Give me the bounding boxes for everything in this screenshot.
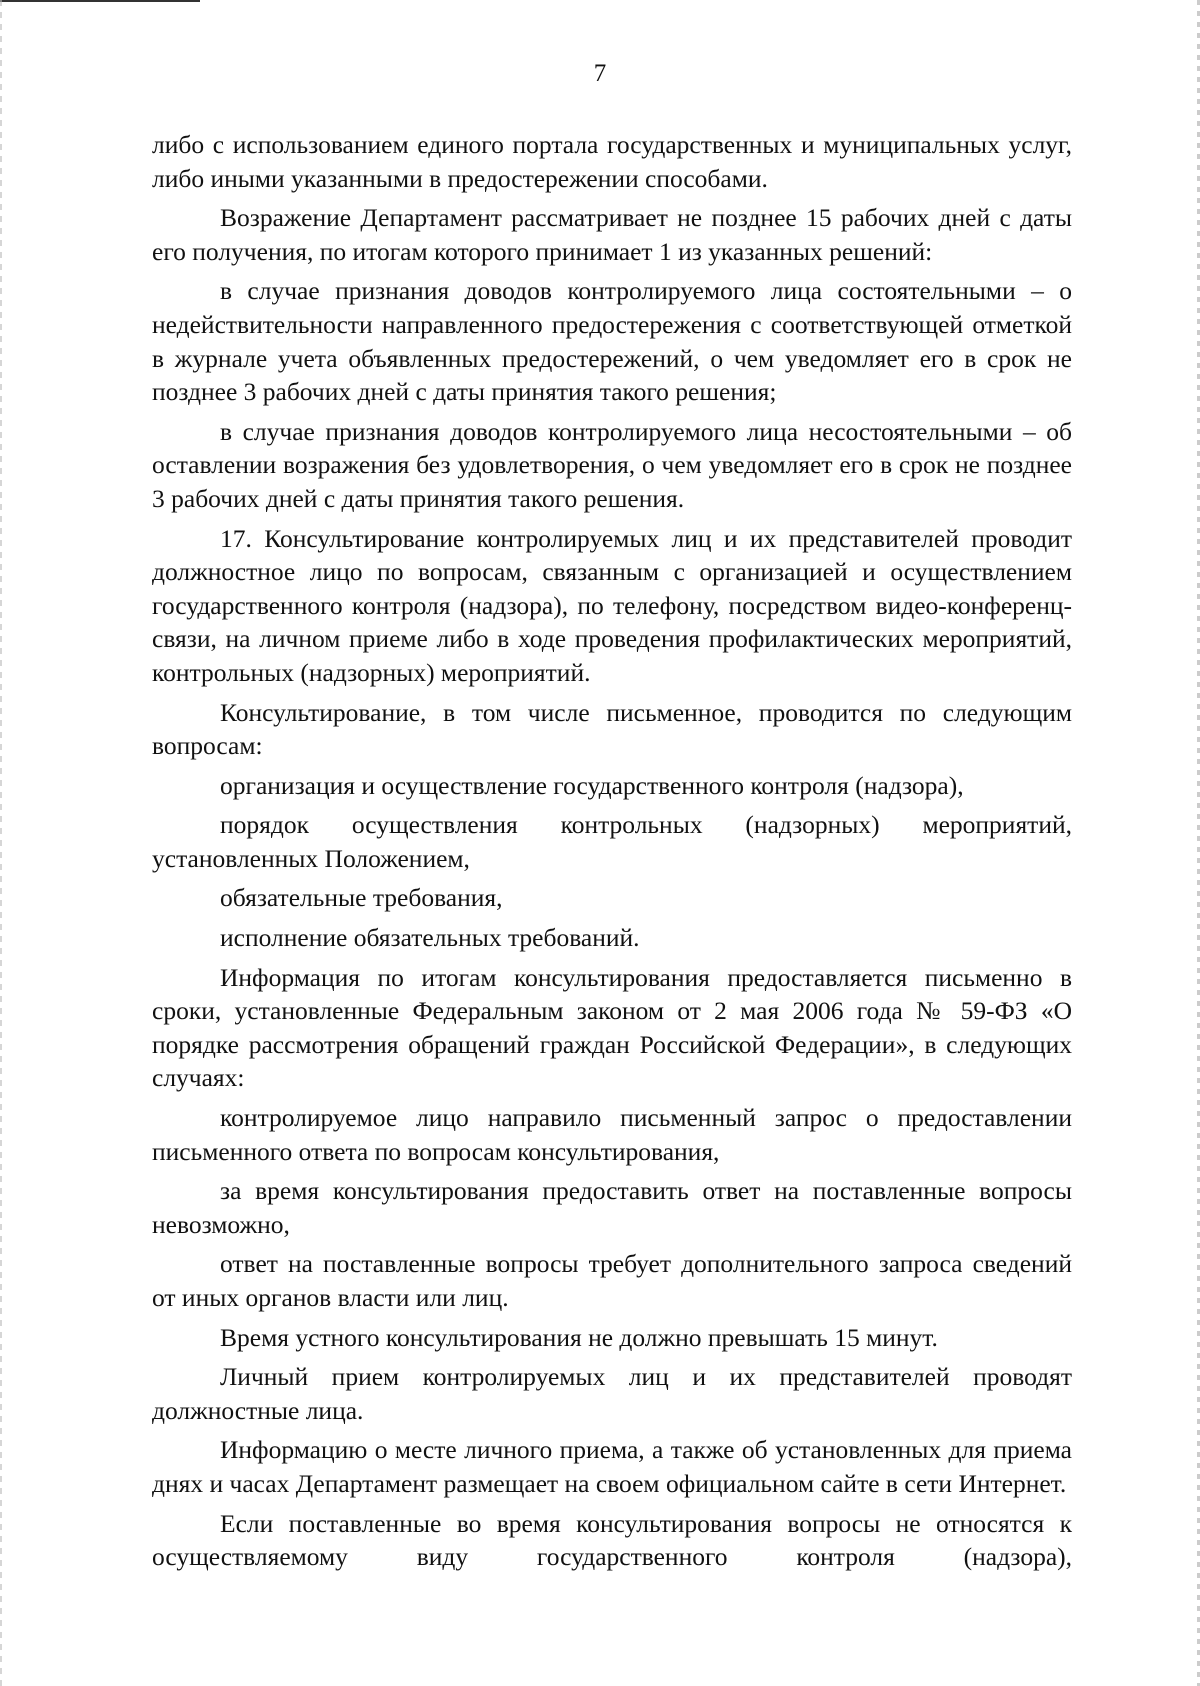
paragraph-portal-continuation: либо с использованием единого портала государственных и муниципальных услуг, либо иными указанными в предостережении способами. (152, 130, 1072, 193)
document-body (152, 128, 1072, 1574)
list-item-case-additional-request: ответ на поставленные вопросы требует дополнительного запроса сведений от иных органов власти или лиц. (152, 1249, 1072, 1312)
paragraph-objection-rejected: в случае признания доводов контролируемого лица несостоятельными – об оставлении возражения без удовлетворения, о чем уведомляет его в срок не позднее 3 рабочих дней с даты принятия такого решения. (152, 416, 1072, 513)
paragraph-written-info: Информация по итогам консультирования предоставляется письменно в сроки, установленные Федеральным законом от 2 мая 2006 года № 59-ФЗ «О порядке рассмотрения обращений граждан Российской Федерации», в следующих случаях: (152, 962, 1072, 1093)
page-number: 7 (593, 60, 607, 87)
paragraph-personal-reception: Личный прием контролируемых лиц и их представителей проводят должностные лица. (152, 1362, 1072, 1425)
paragraph-objection-upheld: в случае признания доводов контролируемого лица состоятельными – о недействительности направленного предостережения с соответствующей отметкой в журнале учета объявленных предостережений, о чем уведомляет его в срок не позднее 3 рабочих дней с даты принятия такого решения; (152, 276, 1072, 407)
paragraph-item-17-consulting: 17. Консультирование контролируемых лиц и их представителей проводит должностное лицо по вопросам, связанным с организацией и осуществлением государственного контроля (надзора), по телефону, посредством видео-конференц-связи, на личном приеме либо в ходе проведения профилактических мероприятий, контрольных (надзорных) мероприятий. (152, 523, 1072, 687)
list-item-case-written-request: контролируемое лицо направило письменный запрос о предоставлении письменного ответа по вопросам консультирования, (152, 1103, 1072, 1166)
list-item-topic-procedure: порядок осуществления контрольных (надзорных) мероприятий, установленных Положением, (152, 810, 1072, 873)
paragraph-reception-info: Информацию о месте личного приема, а также об установленных для приема днях и часах Департамент размещает на своем официальном сайте в сети Интернет. (152, 1435, 1072, 1498)
list-item-topic-compliance: исполнение обязательных требований. (220, 923, 640, 953)
list-item-topic-requirements: обязательные требования, (220, 883, 503, 913)
paragraph-consulting-topics-intro: Консультирование, в том числе письменное, проводится по следующим вопросам: (152, 697, 1072, 761)
scan-edge-top (0, 0, 200, 2)
scan-edge-left (0, 0, 2, 1686)
list-item-case-impossible: за время консультирования предоставить ответ на поставленные вопросы невозможно, (152, 1176, 1072, 1239)
paragraph-unrelated-questions: Если поставленные во время консультирования вопросы не относятся к осуществляемому виду государственного контроля (надзора), (152, 1508, 1072, 1572)
paragraph-oral-consulting-time: Время устного консультирования не должно превышать 15 минут. (220, 1322, 938, 1352)
list-item-topic-organization: организация и осуществление государственного контроля (надзора), (220, 770, 964, 800)
paragraph-objection-review: Возражение Департамент рассматривает не позднее 15 рабочих дней с даты его получения, по итогам которого принимает 1 из указанных решений: (152, 203, 1072, 266)
